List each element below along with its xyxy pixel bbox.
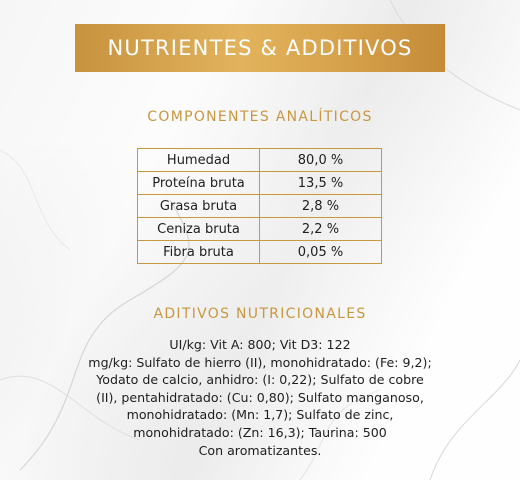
page-title: NUTRIENTES & ADDITIVOS (107, 36, 413, 60)
additives-heading: ADITIVOS NUTRICIONALES (153, 306, 367, 322)
table-row (138, 195, 382, 218)
component-name: Proteína bruta (138, 172, 260, 195)
component-value: 0,05 % (260, 241, 382, 264)
component-value: 2,8 % (260, 195, 382, 218)
additives-line: Con aromatizantes. (198, 442, 322, 458)
component-name: Humedad (138, 149, 260, 172)
table-row (138, 172, 382, 195)
component-name: Grasa bruta (138, 195, 260, 218)
title-banner (75, 24, 445, 72)
analytics-heading: COMPONENTES ANALÍTICOS (147, 109, 373, 125)
additives-line: monohidratado: (Mn: 1,7); Sulfato de zinc, (126, 407, 394, 423)
component-name: Fibra bruta (138, 241, 260, 264)
additives-line: (II), pentahidratado: (Cu: 0,80); Sulfato manganoso, (96, 389, 424, 405)
component-value: 2,2 % (260, 218, 382, 241)
additives-line: mg/kg: Sulfato de hierro (II), monohidratado: (Fe: 9,2); (88, 354, 432, 370)
table-row (138, 218, 382, 241)
table-row (138, 149, 382, 172)
additives-line: monohidratado: (Zn: 16,3); Taurina: 500 (133, 424, 387, 440)
component-name: Ceniza bruta (138, 218, 260, 241)
additives-text (40, 336, 480, 459)
component-value: 13,5 % (260, 172, 382, 195)
component-value: 80,0 % (260, 149, 382, 172)
additives-line: UI/kg: Vit A: 800; Vit D3: 122 (169, 337, 351, 352)
table-row (138, 241, 382, 264)
additives-line: Yodato de calcio, anhidro: (I: 0,22); Sulfato de cobre (96, 372, 424, 388)
analytics-table (137, 148, 382, 264)
